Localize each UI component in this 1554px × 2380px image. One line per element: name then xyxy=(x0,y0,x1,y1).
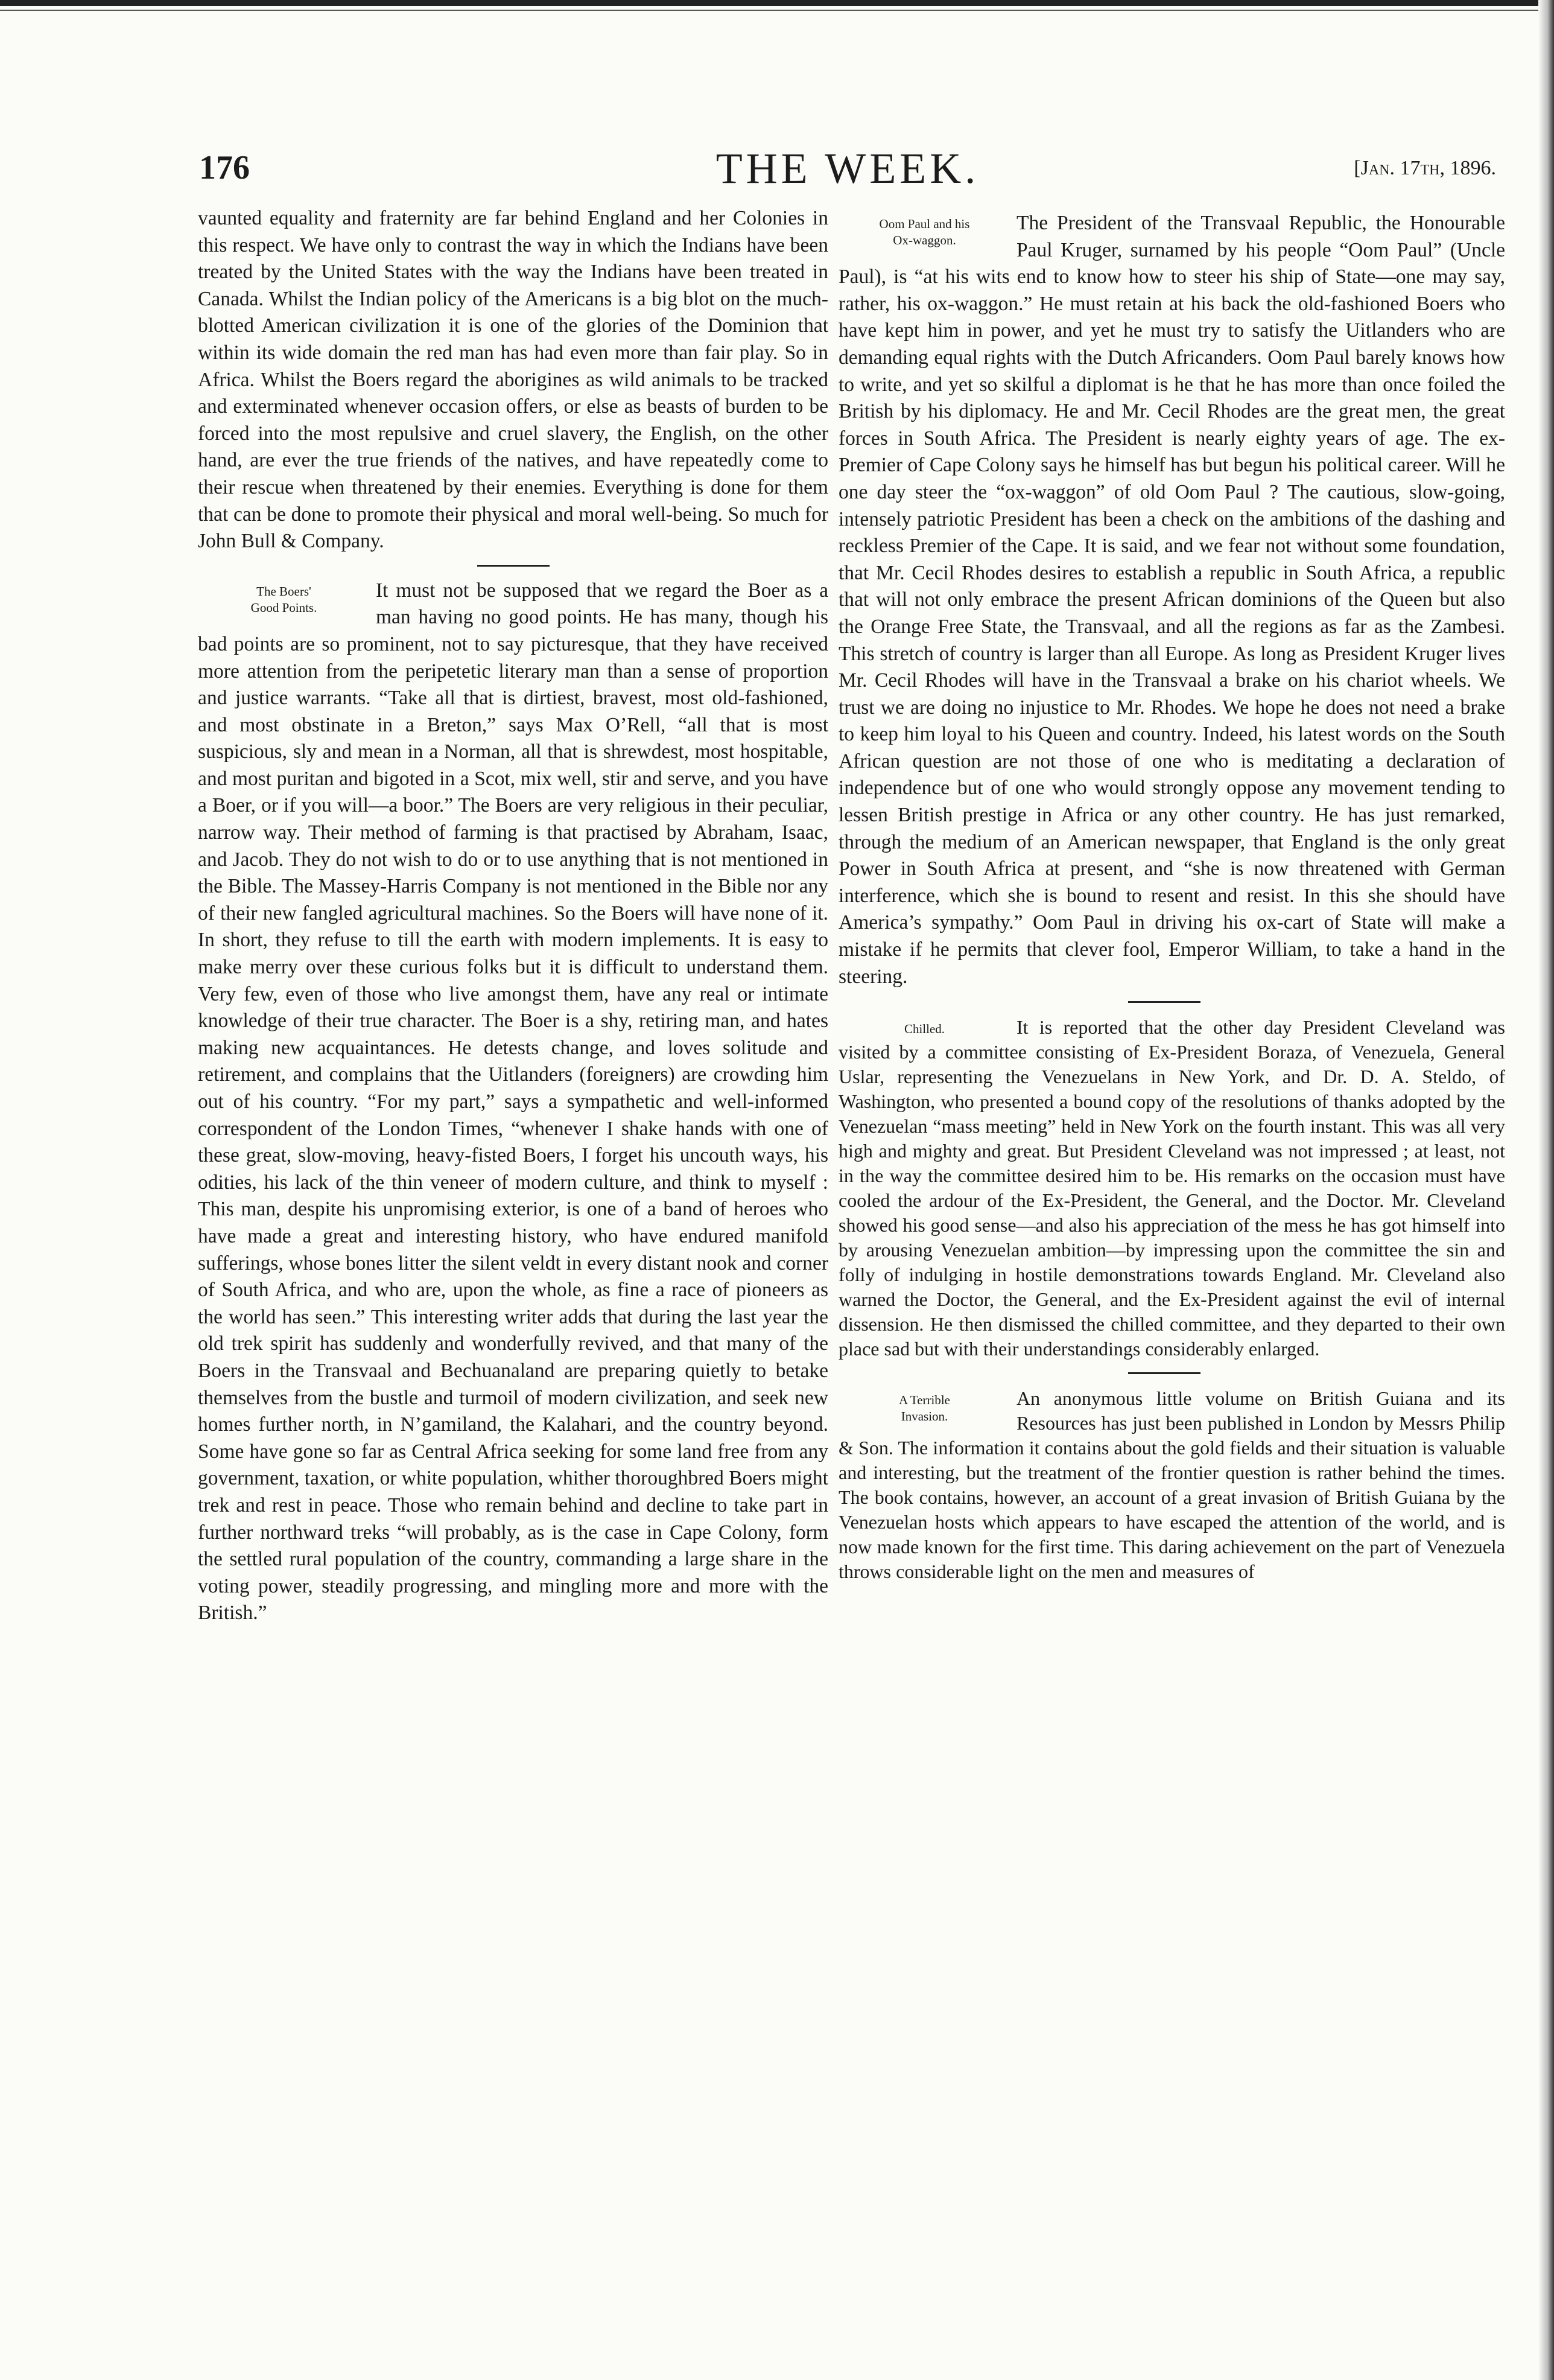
section-terrible-invasion xyxy=(839,1386,1505,1584)
side-note-chilled xyxy=(839,1021,1010,1037)
left-column xyxy=(198,205,828,2317)
right-column xyxy=(839,210,1505,2340)
side-note-oom-paul xyxy=(839,216,1010,249)
journal-title: THE WEEK. xyxy=(715,144,980,192)
section-boers-good-points xyxy=(198,578,828,1627)
paragraph-john-bull: vaunted equality and fraternity are far behind England and her Colonies in this respect. We have only to contrast the way in which the Indians have been treated by the United States with the way the Indians have been treated in Canada. Whilst the Indian policy of the Americans is a big blot on the much-blotted American civilization it is one of the glories of the Dominion that within its wide domain the red man has had even more than fair play. So in Africa. Whilst the Boers regard the aborigines as wild animals to be tracked and exterminated whenever occasion offers, or else as beasts of burden to be forced into the most repulsive and cruel slavery, the English, on the other hand, are ever the true friends of the natives, and have repeatedly come to their rescue when threatened by their enemies. Everything is done for them that can be done to promote their physical and moral well-being. So much for John Bull & Company. xyxy=(198,207,828,553)
side-note-line: Invasion. xyxy=(901,1409,948,1424)
page-number: 176 xyxy=(199,149,250,186)
section-separator xyxy=(477,565,550,567)
side-note-line: Oom Paul and his xyxy=(879,217,970,231)
top-border-line xyxy=(0,10,1554,11)
issue-date: [Jan. 17th, 1896. xyxy=(1354,157,1496,179)
paragraph-oom-paul: The President of the Transvaal Republic, the Honourable Paul Kruger, surnamed by his people “Oom Paul” (Uncle Paul), is “at his wits end to know how to steer his ship of State—one may say, rather, his ox-waggon.” He must retain at his back the old-fashioned Boers who have kept him in power, and yet he must try to satisfy the Uitlanders who are demanding equal rights with the Dutch Africanders. Oom Paul barely knows how to write, and yet so skilful a diplomat is he that he has more than once foiled the British by his diplomacy. He and Mr. Cecil Rhodes are the great men, the great forces in South Africa. The President is nearly eighty years of age. The ex-Premier of Cape Colony says he himself has but begun his political career. Will he one day steer the “ox-waggon” of old Oom Paul ? The cautious, slow-going, intensely patriotic President has been a check on the ambitions of the dashing and reckless Premier of the Cape. It is said, and we fear not without some foundation, that Mr. Cecil Rhodes desires to establish a republic in South Africa, a republic that will not only embrace the present African dominions of the Queen but also the Orange Free State, the Transvaal, and all the regions as far as the Zambesi. This stretch of country is larger than all Europe. As long as President Kruger lives Mr. Cecil Rhodes will have in the Transvaal a brake on his chariot wheels. We trust we are doing no injustice to Mr. Rhodes. We hope he does not need a brake to keep him loyal to his Queen and country. Indeed, his latest words on the South African question are not those of one who is meditating a declaration of independence but of one who would strongly oppose any movement tending to lessen British prestige in Africa or any other country. He has just remarked, through the medium of an American newspaper, that England is the only great Power in South Africa at present, and “she is now threatened with German interference, which she is bound to resent and resist. In this she should have America’s sympathy.” Oom Paul in driving his ox-cart of State will make a mistake if he permits that clever fool, Emperor William, to take a hand in the steering. xyxy=(839,212,1505,988)
section-separator xyxy=(1128,1001,1200,1003)
paragraph-boers-good-points: It must not be supposed that we regard the Boer as a man having no good points. He has many, though his bad points are so prominent, not to say picturesque, that they have received more attention from the peripetetic literary man than a sense of proportion and justice warrants. “Take all that is dirtiest, bravest, most old-fashioned, and most obstinate in a Breton,” says Max O’Rell, “all that is most suspicious, sly and mean in a Norman, all that is shrewdest, most hospitable, and most puritan and bigoted in a Scot, mix well, stir and serve, and you have a Boer, or if you will—a boor.” The Boers are very religious in their peculiar, narrow way. Their method of farming is that practised by Abraham, Isaac, and Jacob. They do not wish to do or to use anything that is not mentioned in the Bible. The Massey-Harris Company is not mentioned in the Bible nor any of their new fangled agricultural machines. So the Boers will have none of it. In short, they refuse to till the earth with modern implements. It is easy to make merry over these curious folks but it is difficult to understand them. Very few, even of those who live amongst them, have any real or intimate knowledge of their true character. The Boer is a shy, retiring man, and hates making new acquaintances. He detests change, and loves solitude and retirement, and complains that the Uitlanders (foreigners) are crowding him out of his country. “For my part,” says a sympathetic and well-informed correspondent of the London Times, “whenever I shake hands with one of these great, slow-moving, heavy-fisted Boers, I forget his uncouth ways, his odities, his lack of the thin veneer of modern culture, and think to myself : This man, despite his unpromising exterior, is one of a band of heroes who have made a great and interesting history, who have endured manifold sufferings, whose bones litter the silent veldt in every distant nook and corner of South Africa, and who are, upon the whole, as fine a race of pioneers as the world has seen.” This interesting writer adds that during the last year the old trek spirit has suddenly and wonderfully revived, and that many of the Boers in the Transvaal and Bechuanaland are preparing quietly to betake themselves from the bustle and turmoil of modern civilization, and seek new homes further north, in N’gamiland, the Kalahari, and the country beyond. Some have gone so far as Central Africa seeking for some land free from any government, taxation, or white population, whither thoroughbred Boers might trek and rest in peace. Those who remain behind and decline to take part in further northward treks “will probably, as is the case in Cape Colony, form the settled rural population of the country, commanding a large share in the voting power, steadily progressing, and mingling more and more with the British.” xyxy=(198,579,828,1624)
paragraph-terrible-invasion: An anonymous little volume on British Guiana and its Resources has just been published in London by Messrs Philip & Son. The information it contains about the gold fields and their situation is valuable and interesting, but the treatment of the frontier question is rather behind the times. The book contains, however, an account of a great invasion of British Guiana by the Venezuelan hosts which appears to have escaped the attention of the world, and is now made known for the first time. This daring achievement on the part of Venezuela throws considerable light on the men and measures of xyxy=(839,1387,1505,1583)
section-chilled xyxy=(839,1015,1505,1361)
side-note-line: Chilled. xyxy=(904,1022,945,1037)
page-header xyxy=(199,133,1496,199)
side-note-line: The Boers' xyxy=(256,584,311,599)
side-note-terrible-invasion xyxy=(839,1392,1010,1425)
section-separator xyxy=(1128,1372,1200,1374)
side-note-line: Good Points. xyxy=(250,600,317,615)
paragraph-chilled: It is reported that the other day President Cleveland was visited by a committee consisting of Ex-President Boraza, of Venezuela, General Uslar, representing the Venezuelans in New York, and Dr. D. A. Steldo, of Washington, who presented a bound copy of the resolutions of thanks adopted by the Venezuelan “mass meeting” held in New York on the fourth instant. This was all very high and mighty and great. But President Cleveland was not impressed ; at least, not in the way the committee desired him to be. His remarks on the occasion must have cooled the ardour of the Ex-President, the General, and the Doctor. Mr. Cleveland showed his good sense—and also his appreciation of the mess he has got himself into by arousing Venezuelan ambition—by impressing upon the committee the sin and folly of indulging in hostile demonstrations towards England. Mr. Cleveland also warned the Doctor, the General, and the Ex-President against the evil of internal dissension. He then dismissed the chilled committee, and they departed to their own place sad but with their understandings considerably enlarged. xyxy=(839,1016,1505,1360)
page-edge-shadow xyxy=(1538,0,1554,2380)
side-note-boers-good-points xyxy=(198,584,370,616)
side-note-line: A Terrible xyxy=(898,1393,951,1408)
top-border xyxy=(0,0,1554,6)
section-oom-paul xyxy=(839,210,1505,990)
side-note-line: Ox-waggon. xyxy=(893,233,956,247)
